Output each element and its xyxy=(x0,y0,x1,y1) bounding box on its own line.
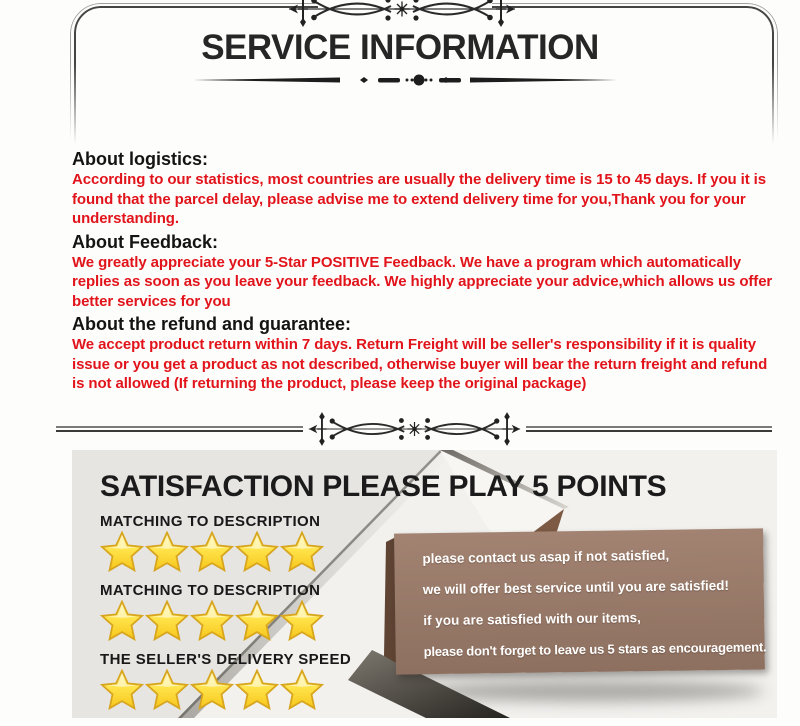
rating-label-delivery-speed: THE SELLER'S DELIVERY SPEED xyxy=(100,651,352,668)
star-icon xyxy=(190,669,234,711)
rating-label-description-2: MATCHING TO DESCRIPTION xyxy=(100,582,321,599)
flourish-ornament-icon xyxy=(287,0,517,31)
star-icon xyxy=(100,531,144,573)
star-icon xyxy=(280,669,324,711)
star-icon xyxy=(235,600,279,642)
star-icon xyxy=(190,531,234,573)
satisfaction-panel xyxy=(72,450,777,718)
note-line: please don't forget to leave us 5 stars as encouragement. xyxy=(423,639,767,660)
star-icon xyxy=(235,531,279,573)
star-icon xyxy=(280,600,324,642)
contact-note-box xyxy=(394,528,765,674)
section-heading-feedback: About Feedback: xyxy=(72,231,219,252)
note-line: we will offer best service until you are satisfied! xyxy=(422,577,730,598)
note-line: if you are satisfied with our items, xyxy=(423,610,641,629)
rating-label-description-1: MATCHING TO DESCRIPTION xyxy=(100,513,321,530)
section-body-logistics: According to our statistics, most countries are usually the delivery time is 15 to 45 days. If you it is found that the parcel delay, please advise me to extend delivery time for you,Thank you for your understanding. xyxy=(72,171,766,227)
star-icon xyxy=(145,531,189,573)
star-icon xyxy=(235,669,279,711)
star-icon xyxy=(280,531,324,573)
star-icon xyxy=(145,600,189,642)
mid-divider xyxy=(56,416,772,442)
section-heading-refund: About the refund and guarantee: xyxy=(72,314,351,334)
star-icon xyxy=(100,600,144,642)
tapered-line-divider-icon xyxy=(175,70,635,90)
divider-rule-right xyxy=(526,426,773,432)
divider-rule-left xyxy=(56,426,303,432)
satisfaction-heading: SATISFACTION PLEASE PLAY 5 POINTS xyxy=(100,470,667,503)
page-title: SERVICE INFORMATION xyxy=(201,28,599,67)
flourish-ornament-icon xyxy=(307,407,522,451)
star-icon xyxy=(190,600,234,642)
section-body-refund: We accept product return within 7 days. Return Freight will be seller's responsibility if it is quality issue or you get a product as not described, otherwise buyer will bear the return freight and refund is not allowed (If returning the product, please keep the original package) xyxy=(72,336,768,392)
star-rating-row xyxy=(100,669,777,711)
section-heading-logistics: About logistics: xyxy=(72,149,208,169)
note-line: please contact us asap if not satisfied, xyxy=(422,547,670,567)
star-icon xyxy=(145,669,189,711)
section-body-feedback: We greatly appreciate your 5-Star POSITIVE Feedback. We have a program which automatically replies as soon as you leave your feedback. We highly appreciate your advice,which allows us offer better services for you xyxy=(72,253,773,310)
star-icon xyxy=(100,669,144,711)
info-text-block xyxy=(72,148,778,396)
